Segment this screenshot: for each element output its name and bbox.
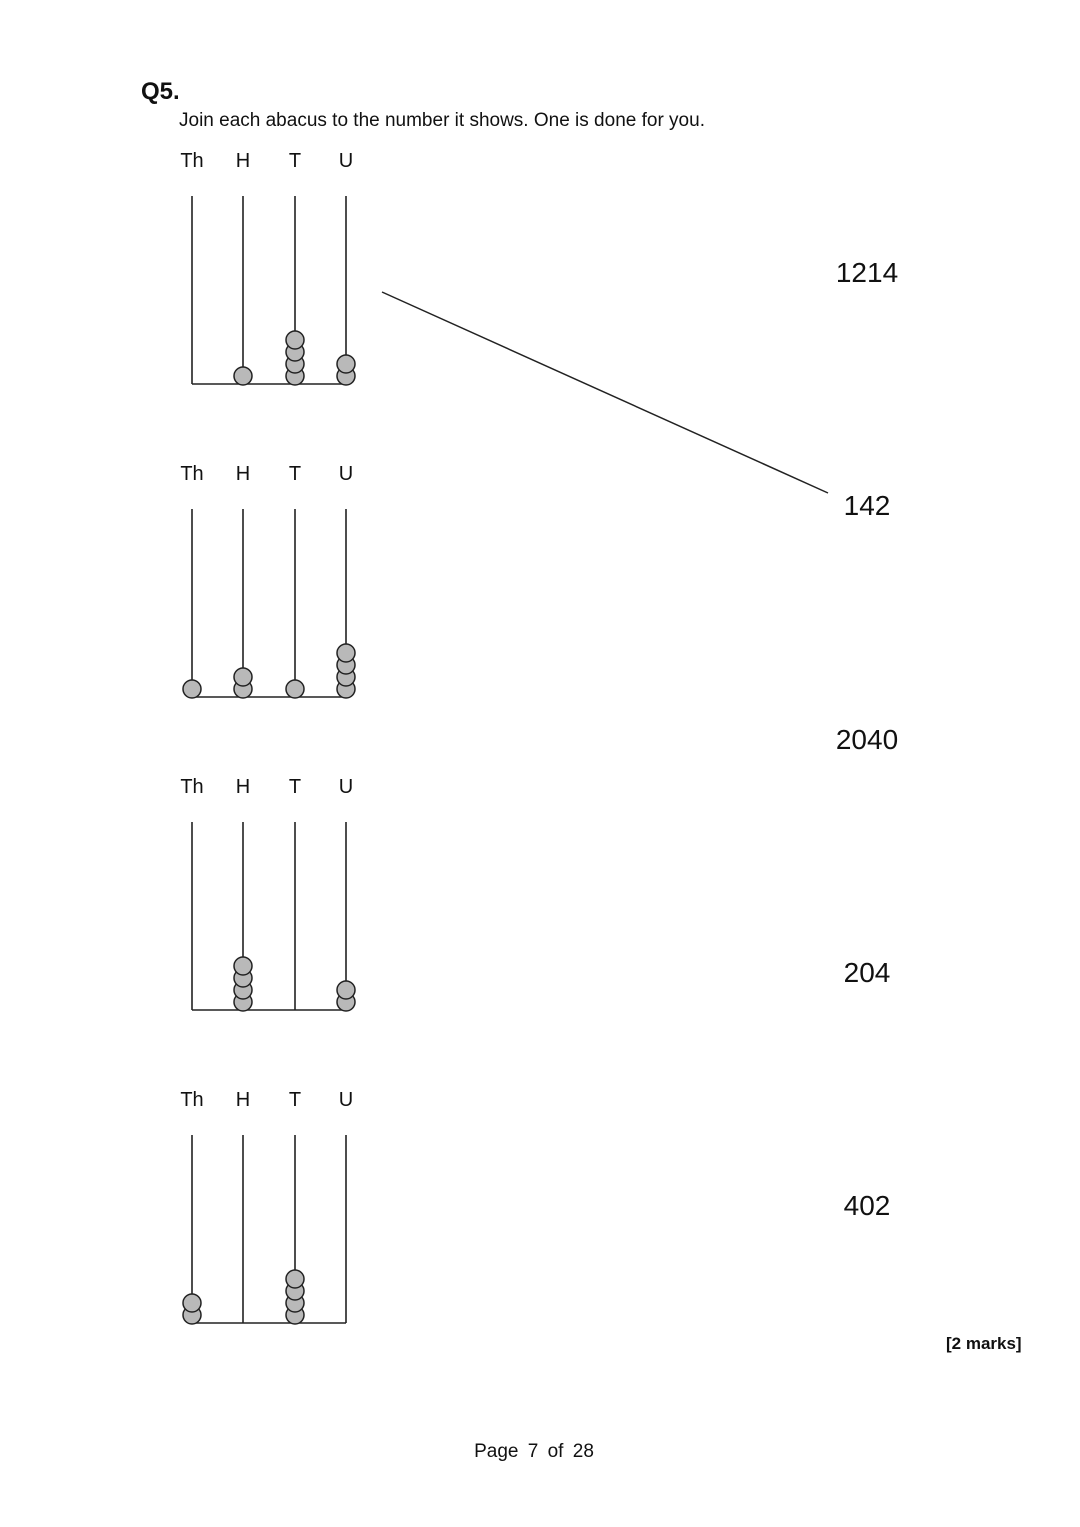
abacus-bead [286,1270,304,1288]
number-option[interactable]: 2040 [835,724,899,755]
abacus-column-label: Th [180,1089,204,1111]
abacus[interactable] [192,822,355,1011]
abacus-column-label: H [235,1089,251,1111]
abacus-bead [234,957,252,975]
abacus-column-label: T [288,1089,302,1111]
abacus-column-label: U [338,776,354,798]
page-of: of [547,1441,564,1462]
page-total: 28 [572,1441,594,1462]
abacus-column-label: T [288,776,302,798]
page-footer [0,1441,1068,1463]
abacus-column-label: T [288,150,302,172]
abacus-bead [337,981,355,999]
abacus-bead [234,367,252,385]
abacus-column-label: H [235,463,251,485]
abacus[interactable] [183,1135,346,1324]
marks-label: [2 marks] [946,1334,1022,1353]
abacus-bead [337,355,355,373]
abacus-bead [183,1294,201,1312]
abacus-column-label: H [235,150,251,172]
abacus-bead [286,331,304,349]
abacus-column-label: Th [180,776,204,798]
number-option[interactable]: 142 [843,490,891,521]
abacus-column-label: H [235,776,251,798]
abacus-column-label: U [338,463,354,485]
number-option[interactable]: 1214 [835,257,899,288]
abacus-bead [286,680,304,698]
abacus-column-label: U [338,150,354,172]
page-label: Page [474,1441,519,1462]
abacus-bead [234,668,252,686]
abacus-bead [183,680,201,698]
number-option[interactable]: 402 [843,1190,891,1221]
example-join-line [382,292,828,493]
question-instruction: Join each abacus to the number it shows. One is done for you. [179,110,705,131]
page-number: 7 [527,1441,539,1462]
abacus[interactable] [192,196,355,385]
abacus-column-label: Th [180,150,204,172]
abacus-column-label: U [338,1089,354,1111]
abacus-column-label: Th [180,463,204,485]
question-number: Q5. [141,78,180,105]
number-option[interactable]: 204 [843,957,891,988]
abacus[interactable] [183,509,355,698]
abacus-bead [337,644,355,662]
abacus-column-label: T [288,463,302,485]
